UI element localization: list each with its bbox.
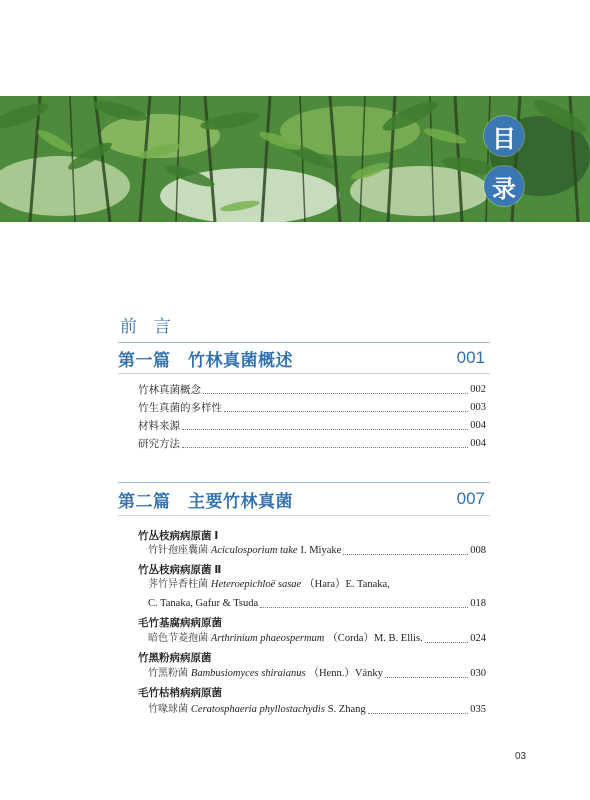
- toc-entry[interactable]: [148, 665, 486, 681]
- entry-page: 030: [470, 668, 486, 679]
- part1-top-rule: [118, 342, 490, 343]
- leader-dots: [203, 393, 468, 394]
- toc-item[interactable]: [138, 417, 486, 433]
- leader-dots: [368, 713, 469, 714]
- toc-item-page: 003: [470, 402, 486, 413]
- leader-dots: [343, 554, 468, 555]
- part2-bottom-rule: [118, 515, 490, 516]
- toc-entry-line1[interactable]: [148, 576, 486, 592]
- toc-title-badge-top: 目: [484, 116, 524, 156]
- entry-author: I. Miyake: [300, 545, 342, 556]
- part2-title: 第二篇 主要竹林真菌: [118, 491, 293, 511]
- entry-cn-name: 暗色节菱孢菌: [148, 633, 208, 644]
- toc-item-label: 竹生真菌的多样性: [138, 402, 222, 414]
- toc-entry[interactable]: [148, 630, 486, 646]
- toc-title-badge-bottom: 录: [484, 166, 524, 206]
- toc-entry-line2[interactable]: [148, 595, 486, 611]
- entry-author: （Hara）E. Tanaka,: [304, 579, 390, 590]
- entry-author: S. Zhang: [327, 704, 366, 715]
- toc-item-page: 004: [470, 420, 486, 431]
- entry-author-cont: C. Tanaka, Gafur & Tsuda: [148, 598, 259, 609]
- leader-dots: [224, 411, 468, 412]
- toc-item-label: 竹林真菌概念: [138, 384, 201, 396]
- part1-bottom-rule: [118, 373, 490, 374]
- toc-item-page: 002: [470, 384, 486, 395]
- toc-entry[interactable]: [148, 542, 486, 558]
- entry-sci-name: Heteroepichloë sasae: [210, 579, 302, 590]
- part2-page: 007: [456, 489, 485, 508]
- entry-cn-name: 竹喙球菌: [148, 704, 188, 715]
- part1-title: 第一篇 竹林真菌概述: [118, 350, 293, 370]
- toc-entry[interactable]: [148, 701, 486, 717]
- toc-item[interactable]: [138, 381, 486, 397]
- toc-group-heading: 竹丛枝病病原菌 Ⅱ: [138, 564, 222, 576]
- toc-item-label: 材料来源: [138, 420, 180, 432]
- toc-item[interactable]: [138, 399, 486, 415]
- entry-page: 024: [470, 633, 486, 644]
- toc-group-heading: 毛竹枯梢病病原菌: [138, 687, 222, 699]
- part1-page: 001: [456, 348, 485, 367]
- page-number: 03: [515, 751, 527, 762]
- entry-cn-name: 竹针孢座囊菌: [148, 545, 208, 556]
- part2-heading[interactable]: [118, 485, 488, 513]
- leader-dots: [260, 607, 468, 608]
- entry-author: （Corda）M. B. Ellis.: [327, 633, 423, 644]
- entry-cn-name: 竹黑粉菌: [148, 668, 188, 679]
- part1-heading[interactable]: [118, 344, 488, 372]
- leader-dots: [182, 447, 468, 448]
- entry-page: 008: [470, 545, 486, 556]
- leader-dots: [425, 642, 469, 643]
- toc-item-page: 004: [470, 438, 486, 449]
- entry-page: 035: [470, 704, 486, 715]
- toc-group-heading: 竹丛枝病病原菌 Ⅰ: [138, 530, 219, 542]
- toc-item-label: 研究方法: [138, 438, 180, 450]
- entry-cn-name: 荠竹异香柱菌: [148, 579, 208, 590]
- leader-dots: [182, 429, 468, 430]
- toc-item[interactable]: [138, 435, 486, 451]
- entry-sci-name: Ceratosphaeria phyllostachydis: [190, 704, 325, 715]
- leader-dots: [385, 677, 468, 678]
- entry-sci-name: Bambusiomyces shiraianus: [190, 668, 306, 679]
- entry-sci-name: Aciculosporium take: [210, 545, 298, 556]
- part2-top-rule: [118, 482, 490, 483]
- toc-group-heading: 竹黑粉病病原菌: [138, 652, 212, 664]
- toc-group-heading: 毛竹基腐病病原菌: [138, 617, 222, 629]
- entry-sci-name: Arthrinium phaeospermum: [210, 633, 325, 644]
- entry-page: 018: [470, 598, 486, 609]
- preface-entry[interactable]: 前 言: [120, 317, 177, 336]
- entry-author: （Henn.）Vánky: [308, 668, 383, 679]
